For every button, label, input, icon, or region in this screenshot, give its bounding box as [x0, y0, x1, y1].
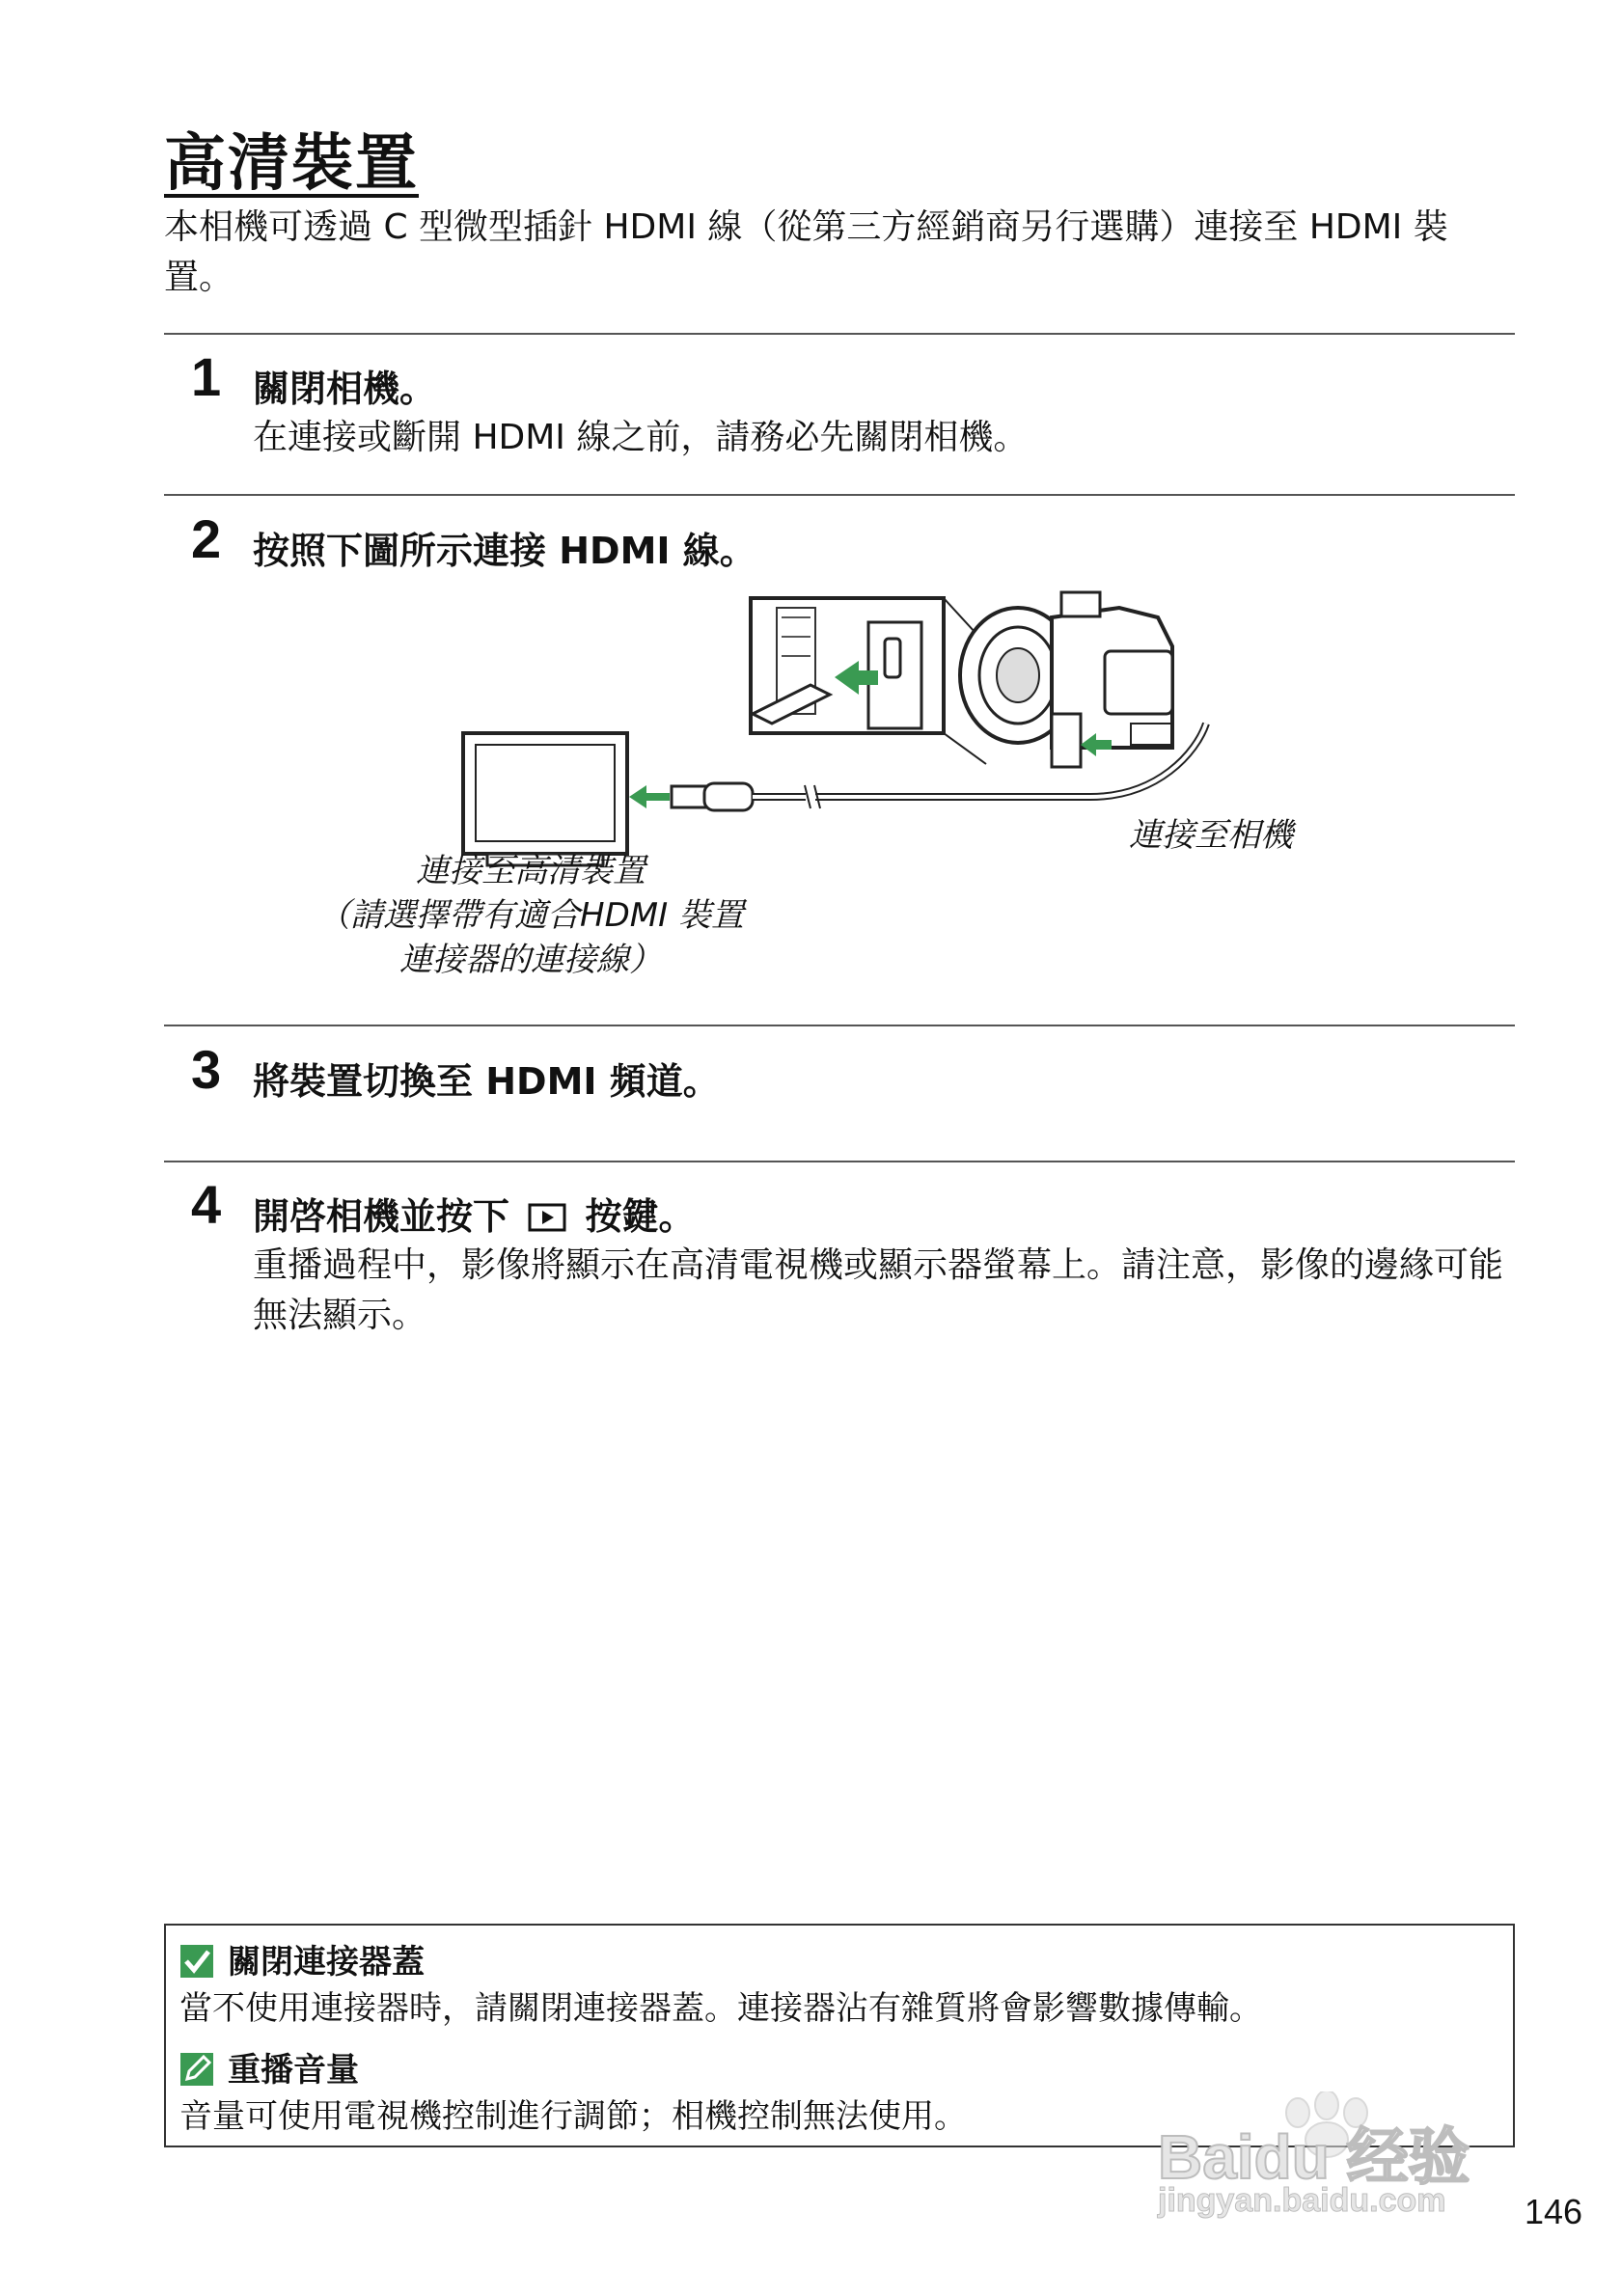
divider: [164, 333, 1515, 335]
step-1-number: 1: [191, 346, 222, 407]
caption-hd-device: [280, 849, 782, 982]
connector-inset: [751, 598, 944, 733]
step-4-heading-post: 按鍵。: [585, 1195, 696, 1238]
pencil-icon: [179, 2052, 214, 2087]
step-4-number: 4: [191, 1174, 222, 1235]
hdmi-plug-icon: [672, 783, 753, 810]
note-1-title: 關閉連接器蓋: [228, 1943, 425, 1982]
note-2-body: 音量可使用電視機控制進行調節；相機控制無法使用。: [179, 2097, 967, 2136]
caption-line: 連接器的連接線）: [399, 941, 662, 979]
watermark-text: Baidu 经验: [1158, 2122, 1470, 2192]
page-number: 146: [1525, 2192, 1583, 2231]
tv-illustration: [463, 733, 627, 865]
step-2-number: 2: [191, 508, 222, 569]
note-1-body: 當不使用連接器時，請關閉連接器蓋。連接器沾有雜質將會影響數據傳輸。: [179, 1989, 1262, 2028]
note-1-heading: [179, 1935, 425, 1982]
checkmark-icon: [179, 1944, 214, 1979]
tv-arrow-icon: [629, 785, 670, 808]
step-3-heading: 將裝置切換至 HDMI 頻道。: [253, 1060, 720, 1103]
caption-camera: 連接至相機: [1129, 816, 1293, 855]
step-2-heading: 按照下圖所示連接 HDMI 線。: [253, 530, 756, 572]
step-1-body: 在連接或斷開 HDMI 線之前，請務必先關閉相機。: [253, 418, 1029, 457]
caption-line: （請選擇帶有適合HDMI 裝置: [317, 896, 744, 935]
caption-line: 連接至高清裝置: [416, 852, 646, 890]
divider: [164, 494, 1515, 496]
watermark-url: jingyan.baidu.com: [1158, 2182, 1446, 2219]
step-3-number: 3: [191, 1039, 222, 1100]
step-4-heading-pre: 開啓相機並按下: [253, 1195, 510, 1238]
playback-button-icon: [528, 1203, 566, 1232]
step-1-heading: 關閉相機。: [253, 368, 437, 410]
section-title: 高清裝置: [164, 128, 419, 200]
camera-illustration: [960, 592, 1172, 767]
step-4-heading: [253, 1187, 696, 1240]
step-4-body: 重播過程中，影像將顯示在高清電視機或顯示器螢幕上。請注意，影像的邊緣可能無法顯示。: [253, 1245, 1504, 1335]
note-2-heading: [179, 2043, 359, 2091]
intro-paragraph: 本相機可透過 C 型微型插針 HDMI 線（從第三方經銷商另行選購）連接至 HDMI 裝置。: [164, 207, 1448, 297]
note-2-title: 重播音量: [228, 2051, 359, 2090]
divider: [164, 1161, 1515, 1162]
divider: [164, 1025, 1515, 1026]
